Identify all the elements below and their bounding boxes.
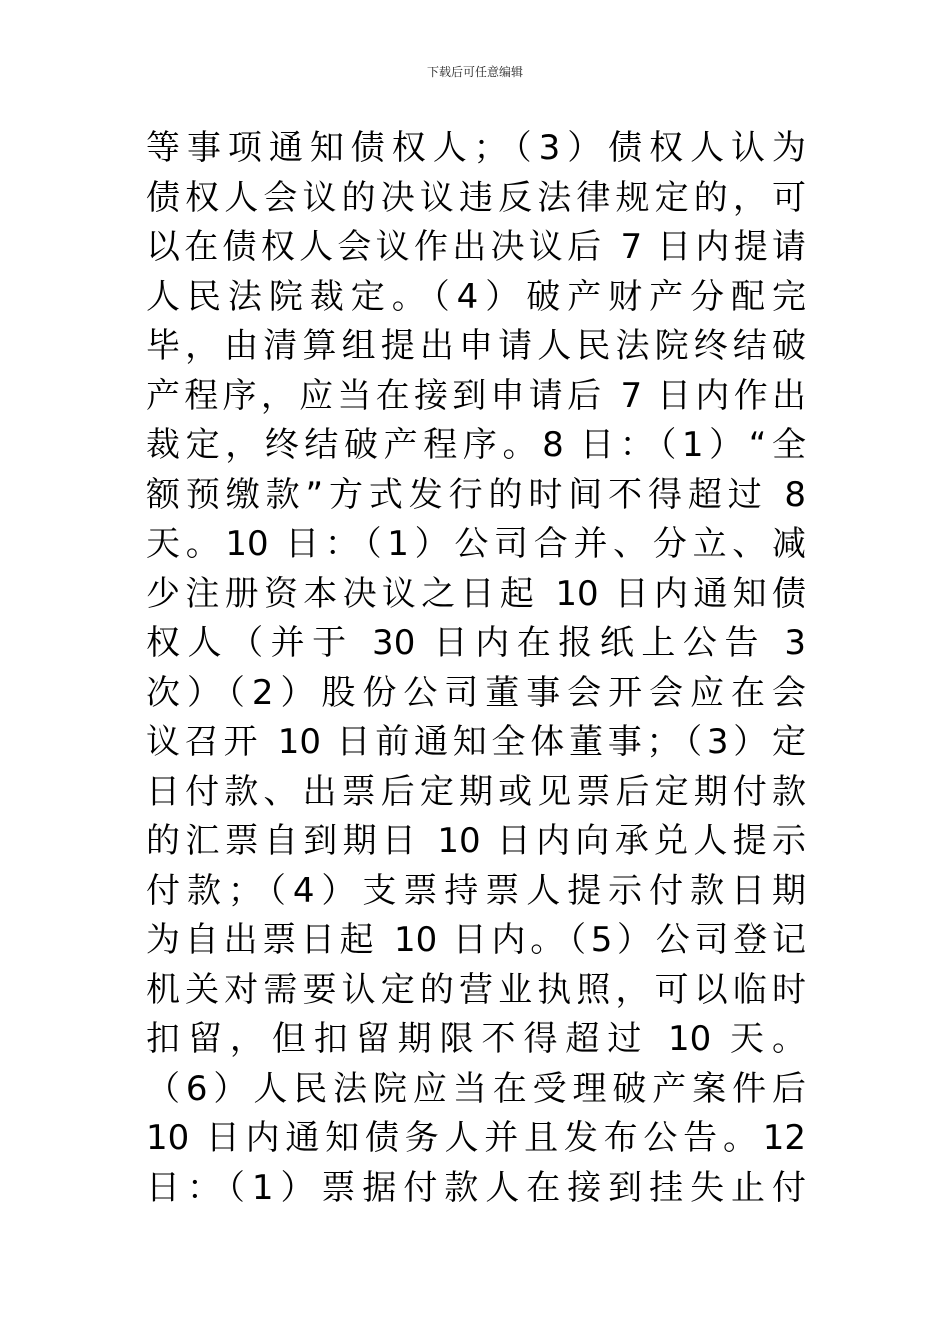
body-text xyxy=(146,124,806,1213)
text-line: 少注册资本决议之日起 10 日内通知债 xyxy=(146,573,806,614)
text-line: 人民法院裁定。（4）破产财产分配完 xyxy=(146,276,806,317)
text-line: 议召开 10 日前通知全体董事；（3）定 xyxy=(146,722,806,762)
text-line: 10 日内通知债务人并且发布公告。12 xyxy=(146,1118,806,1158)
text-line: 扣留，但扣留期限不得超过 10 天。 xyxy=(146,1019,806,1059)
text-line: 裁定，终结破产程序。8 日：（1）“全 xyxy=(146,425,806,465)
text-line: 债权人会议的决议违反法律规定的，可 xyxy=(146,177,806,218)
text-line: 额预缴款”方式发行的时间不得超过 8 xyxy=(146,474,806,515)
text-line: 付款；（4）支票持票人提示付款日期 xyxy=(146,870,806,911)
page-header-note: 下载后可任意编辑 xyxy=(426,65,523,79)
text-line: 权人（并于 30 日内在报纸上公告 3 xyxy=(146,623,806,663)
text-line: 天。10 日：（1）公司合并、分立、减 xyxy=(146,524,806,564)
text-line: 机关对需要认定的营业执照，可以临时 xyxy=(146,969,806,1010)
text-line: （6）人民法院应当在受理破产案件后 xyxy=(146,1068,806,1109)
text-line: 产程序，应当在接到申请后 7 日内作出 xyxy=(146,375,806,416)
text-line: 次）（2）股份公司董事会开会应在会 xyxy=(146,672,806,713)
text-line: 以在债权人会议作出决议后 7 日内提请 xyxy=(146,227,806,267)
text-line: 日：（1）票据付款人在接到挂失止付 xyxy=(146,1167,806,1208)
text-line: 的汇票自到期日 10 日内向承兑人提示 xyxy=(146,821,806,861)
text-line: 等事项通知债权人；（3）债权人认为 xyxy=(146,128,806,168)
text-line: 毕，由清算组提出申请人民法院终结破 xyxy=(146,326,806,366)
text-line: 日付款、出票后定期或见票后定期付款 xyxy=(146,771,806,812)
text-line: 为自出票日起 10 日内。（5）公司登记 xyxy=(146,920,806,960)
